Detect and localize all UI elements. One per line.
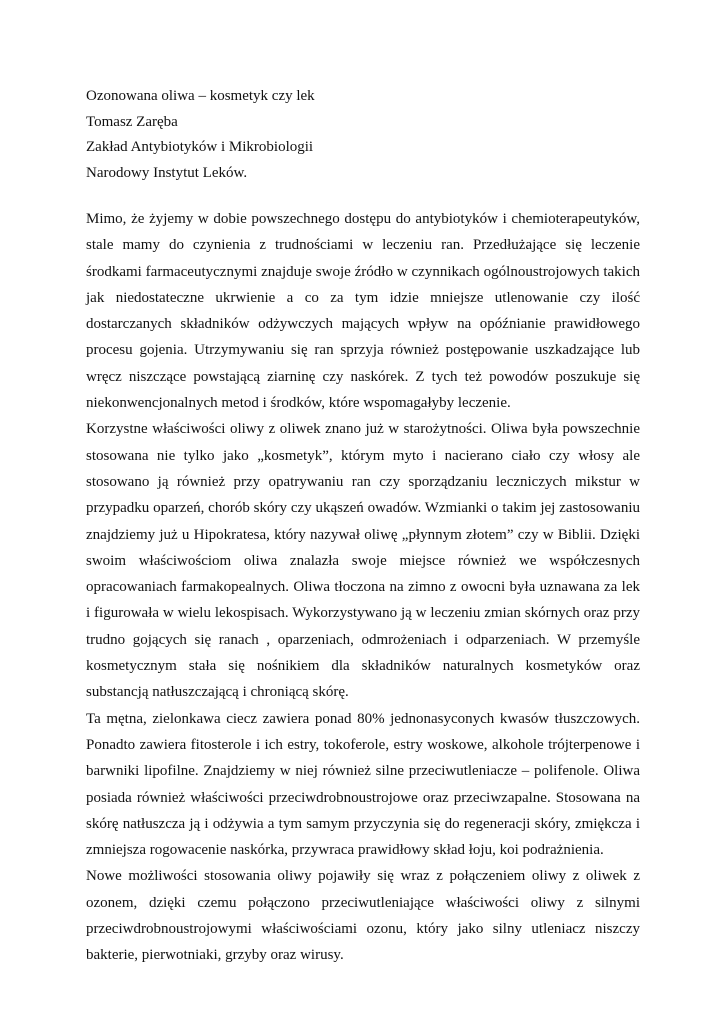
paragraph-intro: Mimo, że żyjemy w dobie powszechnego dostępu do antybiotyków i chemioterapeutyków, stale mamy do czynienia z trudnościami w leczeniu ran. Przedłużające się leczenie środkami farmaceutycznymi znajduje swoje źródło w czynnikach ogólnoustrojowych takich jak niedostateczne ukrwienie a co za tym idzie mniejsze utlenowanie czy ilość dostarczanych składników odżywczych mających wpływ na opóźnianie prawidłowego procesu gojenia. Utrzymywaniu się ran sprzyja również postępowanie uszkadzające lub wręcz niszczące powstającą ziarninę czy naskórek. Z tych też powodów poszukuje się niekonwencjonalnych metod i środków, które wspomagałyby leczenie. xyxy=(86,211,640,412)
institute-name: Narodowy Instytut Leków. xyxy=(86,164,248,181)
article-title: Ozonowana oliwa – kosmetyk czy lek xyxy=(86,88,315,104)
department-name: Zakład Antybiotyków i Mikrobiologii xyxy=(86,139,314,156)
document-body xyxy=(86,206,640,969)
author-name: Tomasz Zaręba xyxy=(86,113,178,130)
paragraph-ozone: Nowe możliwości stosowania oliwy pojawiły się wraz z połączeniem oliwy z oliwek z ozonem, dzięki czemu połączono przeciwutleniające właściwości oliwy z silnymi przeciwdrobnoustrojowymi właściwościami ozonu, który jako silny utleniacz niszczy bakterie, pierwotniaki, grzyby oraz wirusy. xyxy=(86,868,640,964)
document-header xyxy=(86,84,646,186)
paragraph-history: Korzystne właściwości oliwy z oliwek znano już w starożytności. Oliwa była powszechnie stosowana nie tylko jako „kosmetyk”, którym myto i nacierano ciało czy włosy ale stosowano ją również przy opatrywaniu ran czy sporządzaniu leczniczych mikstur w przypadku oparzeń, chorób skóry czy ukąszeń owadów. Wzmianki o takim jej zastosowaniu znajdziemy już u Hipokratesa, który nazywał oliwę „płynnym złotem” czy w Biblii. Dzięki swoim właściwościom oliwa znalazła swoje miejsce również we współczesnych opracowaniach farmakopealnych. Oliwa tłoczona na zimno z owocni była uznawana za lek i figurowała w wielu lekospisach. Wykorzystywano ją w leczeniu zmian skórnych oraz przy trudno gojących się ranach , oparzeniach, odmrożeniach i odparzeniach. W przemyśle kosmetycznym stała się nośnikiem dla składników naturalnych kosmetyków oraz substancją natłuszczającą i chroniącą skórę. xyxy=(86,421,640,701)
paragraph-composition: Ta mętna, zielonkawa ciecz zawiera ponad 80% jednonasyconych kwasów tłuszczowych. Ponadto zawiera fitosterole i ich estry, tokoferole, estry woskowe, alkohole trójterpenowe i barwniki lipofilne. Znajdziemy w niej również silne przeciwutleniacze – polifenole. Oliwa posiada również właściwości przeciwdrobnoustrojowe oraz przeciwzapalne. Stosowana na skórę natłuszcza ją i odżywia a tym samym przyczynia się do regeneracji skóry, zmiękcza i zmniejsza rogowacenie naskórka, przywraca prawidłowy skład łoju, koi podrażnienia. xyxy=(86,710,640,859)
